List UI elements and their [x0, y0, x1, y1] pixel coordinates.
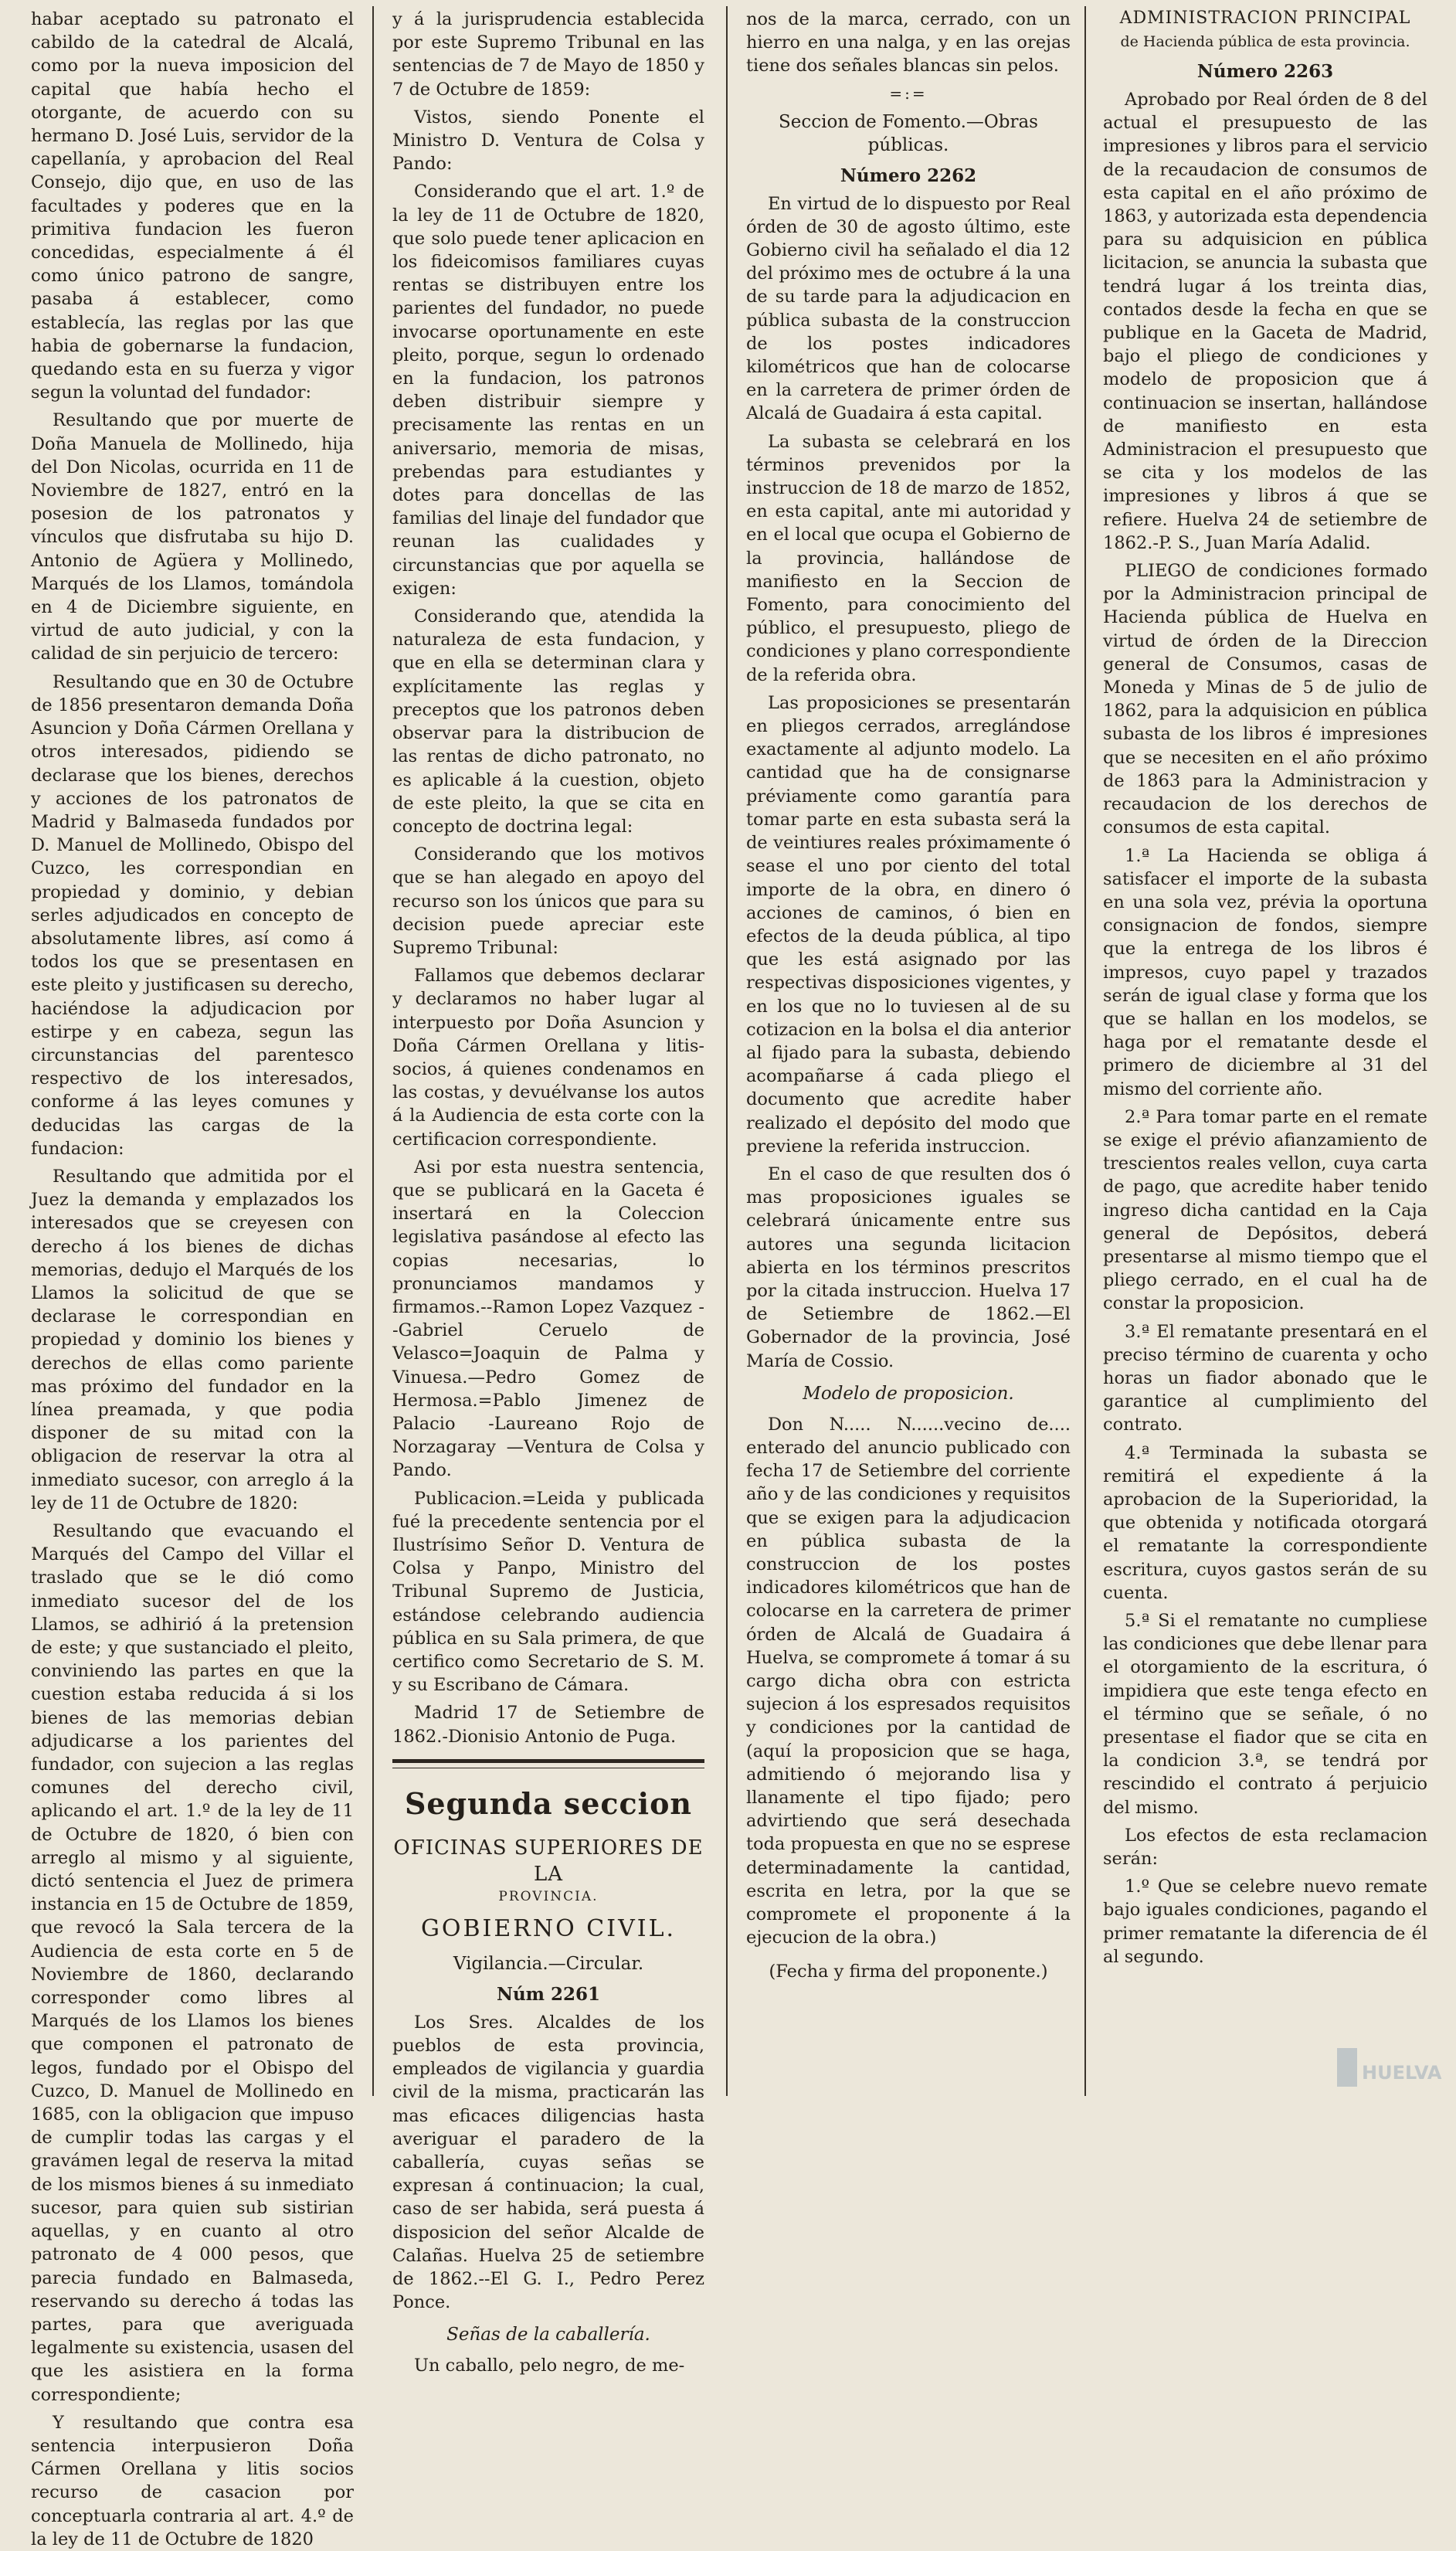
paragraph: Publicacion.=Leida y publicada fué la precedente sentencia por el Ilustrísimo Señor D. Ventura de Colsa y Panpo, Ministro del Tribunal Supremo de Justicia, estándose celebrando audiencia pública en su Sala primera, de que certifico como Secretario de S. M. y su Escribano de Cámara. — [392, 1488, 704, 1696]
paragraph: Resultando que por muerte de Doña Manuela de Mollinedo, hija del Don Nicolas, ocurrida en 11 de Noviembre de 1827, entró en la posesion de los patronatos y vínculos que disfrutaba su hijo D. Antonio de Agüera y Mollinedo, Marqués de los Llamos, tomándola en 4 de Diciembre siguiente, en virtud de auto judicial, y con la calidad de sin perjuicio de tercero: — [31, 410, 354, 664]
paragraph: Considerando que los motivos que se han alegado en apoyo del recurso son los únicos que para su decision puede apreciar este Supremo Tribunal: — [392, 844, 704, 958]
section-divider — [392, 1759, 704, 1763]
condition: 5.ª Si el rematante no cumpliese las condiciones que debe llenar para el otorgamiento de la escritura, ó impidiera que este tenga efecto en el término que se señale, ó no presentase el fiador que se cita en la condicion 3.ª, se tendrá por rescindido el contrato á perjuicio del mismo. — [1103, 1611, 1427, 1818]
modelo-heading: Modelo de proposicion. — [803, 1383, 1014, 1404]
condition: 4.ª Terminada la subasta se remitirá el expediente á la aprobacion de la Superioridad, la que obtenida y notificada otorgará el rematante la correspondiente escritura, cuyos gastos serán de su cuenta. — [1103, 1442, 1427, 1603]
paragraph: y á la jurisprudencia establecida por este Supremo Tribunal en las sentencias de 7 de Mayo de 1850 y 7 de Octubre de 1859: — [392, 9, 704, 100]
paragraph: 1.º Que se celebre nuevo remate bajo iguales condiciones, pagando el primer rematante la diferencia de él al segundo. — [1103, 1877, 1427, 1967]
paragraph: Las proposiciones se presentarán en pliegos cerrados, arreglándose exactamente al adjunto modelo. La cantidad que ha de consignarse préviamente como garantía para tomar parte en esta subasta será la de veintiures reales próximamente ó sease el uno por ciento del total importe de la obra, en dinero ó acciones de caminos, ó bien en efectos de la deuda pública, al tipo que les está asignado por las respectivas disposiciones vigentes, y en los que no lo tuviesen al de su cotizacion en la bolsa el dia anterior al fijado para la subasta, debiendo acompañarse á cada pliego el documento que acredite haber realizado el depósito del modo que previene la referida instruccion. — [746, 692, 1071, 1157]
pliego-paragraph: PLIEGO de condiciones formado por la Administracion principal de Hacienda pública de Huelva en virtud de órden de la Direccion general de Consumos, casas de Moneda y Minas de 5 de julio de 1862, para la adquisicion en pública subasta de los libros é impresiones que se necesiten en el año próximo de 1863 para la Administracion y recaudacion de los derechos de consumos de esta capital. — [1103, 561, 1427, 838]
column-divider — [1084, 6, 1086, 2096]
paragraph: En el caso de que resulten dos ó mas proposiciones iguales se celebrará únicamente entre sus autores una segunda licitacion abierta en los términos prescritos por la citada instruccion. Huelva 17 de Setiembre de 1862.—El Gobernador de la provincia, José María de Cossio. — [746, 1163, 1071, 1371]
paragraph: En virtud de lo dispuesto por Real órden de 30 de agosto último, este Gobierno civil ha señalado el dia 12 del próximo mes de octubre á la una de su tarde para la adjudicacion en pública subasta de la construccion de los postes indicadores kilométricos que han de colocarse en la carretera de primer órden de Alcalá de Guadaira á esta capital. — [746, 193, 1071, 424]
separator: =:= — [889, 83, 928, 103]
paragraph: Los efectos de esta reclamacion serán: — [1103, 1825, 1427, 1870]
paragraph: Don N..... N......vecino de.... enterado del anuncio publicado con fecha 17 de Setiembre del corriente año y de las condiciones y requisitos que se exigen para la adjudicacion en pública subasta de la construccion de los postes indicadores kilométricos que han de colocarse en la carretera de primer órden de Alcalá de Guadaira á Huelva, se compromete á tomar á su cargo dicha obra con estricta sujecion á los espresados requisitos y condiciones por la cantidad de (aquí la proposicion que se haga, admitiendo ó mejorando lisa y llanamente el tipo fijado; pero advirtiendo que será desechada toda propuesta en que no se esprese determinadamente la cantidad, escrita en letra, por la que se compromete el proponente á la ejecucion de la obra.) — [746, 1414, 1071, 1948]
column-2 — [392, 8, 704, 2376]
senas-heading: Señas de la caballería. — [446, 2325, 650, 2345]
paragraph: Los Sres. Alcaldes de los pueblos de esta provincia, empleados de vigilancia y guardia civil de la misma, practicarán las mas eficaces diligencias hasta averiguar el paradero de la caballería, cuyas señas se expresan á continuacion; la cual, caso de ser habida, será puesta á disposicion del señor Alcalde de Calañas. Huelva 25 de setiembre de 1862.--El G. I., Pedro Perez Ponce. — [392, 2012, 704, 2313]
paragraph: Resultando que evacuando el Marqués del Campo del Villar el traslado que se le dió como inmediato sucesor del de los Llamos, se adhirió á la pretension de este; y que sustanciado el pleito, conviniendo las partes en que la cuestion estaba reducida á si los bienes de las memorias debian adjudicarse a los parientes del fundador, con sujecion a las reglas comunes del derecho civil, aplicando el art. 1.º de la ley de 11 de Octubre de 1820, ó bien con arreglo al mismo y al siguiente, dictó sentencia el Juez de primera instancia en 15 de Octubre de 1859, que revocó la Sala tercera de la Audiencia de esta corte en 5 de Noviembre de 1860, declarando corresponder como libres al Marqués de los Llamos los bienes que componen el patronato de legos, fundado por el Obispo del Cuzco, D. Manuel de Mollinedo en 1685, con la obligacion que impuso de cumplir todas las cargas y el gravámen legal de reserva la mitad de los mismos bienes á su inmediato sucesor, para quien sub sistirian aquellas, y en cuanto al otro patronato de 4 000 pesos, que parecia fundado en Balmaseda, reservando su derecho á todas las partes, para que averiguada legalmente su existencia, usasen del que les asistiera en la forma correspondiente; — [31, 1521, 354, 2405]
fomento-heading: Seccion de Fomento.—Obras públicas. — [779, 111, 1038, 155]
column-divider — [372, 6, 374, 2096]
paragraph: Resultando que en 30 de Octubre de 1856 presentaron demanda Doña Asuncion y Doña Cármen Orellana y otros interesados, pidiendo se declarase que los bienes, derechos y acciones de los patronatos de Madrid y Balmaseda fundados por D. Manuel de Mollinedo, Obispo del Cuzco, les correspondian en propiedad y dominio, y debian serles adjudicados en concepto de absolutamente libres, así como á todos los que se presentasen en este pleito y justificasen su derecho, haciéndose la adjudicacion por estirpe y en cabeza, segun las circunstancias del parentesco respectivo de los interesados, conforme á las leyes comunes y deducidas las cargas de la fundacion: — [31, 671, 354, 1159]
column-4 — [1103, 8, 1427, 2098]
watermark-text: HUELVA — [1362, 2062, 1442, 2084]
notice-number: Número 2262 — [840, 165, 977, 186]
condition: 2.ª Para tomar parte en el remate se exige el prévio afianzamiento de trescientos reales vellon, cuya carta de pago, que acredite haber tenido ingreso dicha cantidad en la Caja general de Depósitos, deberá presentarse al mismo tiempo que el pliego cerrado, en el cual ha de constar la proposicion. — [1103, 1106, 1427, 1314]
paragraph: Vistos, siendo Ponente el Ministro D. Ventura de Colsa y Pando: — [392, 107, 704, 175]
firma-line: (Fecha y firma del proponente.) — [769, 1962, 1048, 1982]
condition: 3.ª El rematante presentará en el preciso término de cuarenta y ocho horas un fiador abonado que le garantice al cumplimiento del contrato. — [1103, 1321, 1427, 1435]
paragraph: La subasta se celebrará en los términos prevenidos por la instruccion de 18 de marzo de 1852, en esta capital, ante mi autoridad y en el local que ocupa el Gobierno de la provincia, hallándose de manifiesto en la Seccion de Fomento, para conocimiento del público, el presupuesto, pliego de condiciones y plano correspondiente de la referida obra. — [746, 431, 1071, 685]
column-3 — [746, 8, 1071, 2098]
condition: 1.ª La Hacienda se obliga á satisfacer el importe de la subasta en una sola vez, prévia la oportuna consignacion de fondos, siempre que la entrega de los libros é impresos, cuyo papel y trazados serán de igual clase y forma que los que se hallan en los modelos, se haga por el rematante desde el primero de diciembre al 31 del mismo del corriente año. — [1103, 845, 1427, 1099]
library-watermark-logo — [1336, 2043, 1442, 2093]
paragraph: Aprobado por Real órden de 8 del actual el presupuesto de las impresiones y libros para el servicio de la recaudacion de consumos de esta capital en el año próximo de 1863, y autorizada esta dependencia para su adquisicion en pública licitacion, se anuncia la subasta que tendrá lugar á los treinta dias, contados desde la fecha en que se publique en la Gaceta de Madrid, bajo el pliego de condiciones y modelo de proposicion que á continuacion se insertan, hallándose de manifiesto en esta Administracion el presupuesto que se cita y los modelos de las impresiones y libros á que se refiere. Huelva 24 de setiembre de 1862.-P. S., Juan María Adalid. — [1103, 90, 1427, 553]
admin-subheading: de Hacienda pública de esta provincia. — [1120, 33, 1410, 50]
paragraph: Un caballo, pelo negro, de me- — [414, 2356, 685, 2376]
gobierno-heading: GOBIERNO CIVIL. — [420, 1914, 677, 1942]
section-title: Segunda seccion — [404, 1785, 693, 1821]
offices-subheading: PROVINCIA. — [498, 1888, 599, 1904]
paragraph: Y resultando que contra esa sentencia interpusieron Doña Cármen Orellana y litis socios recurso de casacion por conceptuarla contraria al art. 4.º de la ley de 11 de Octubre de 1820 — [31, 2412, 354, 2549]
notice-number: Núm 2261 — [496, 1983, 601, 2005]
paragraph: habar aceptado su patronato el cabildo de la catedral de Alcalá, como por la nueva imposicion del capital que había hecho el otorgante, de acuerdo con su hermano D. José Luis, servidor de la capellanía, y aprobacion del Real Consejo, dijo que, en uso de las facultades y poderes que en la primitiva fundacion les fueron concedidas, especialmente á él como único patrono de sangre, pasaba á establecer, como establecía, las reglas por las que habia de gobernarse la fundacion, quedando esta en su fuerza y vigor segun la voluntad del fundador: — [31, 9, 354, 403]
date-signature: Madrid 17 de Setiembre de 1862.-Dionisio Antonio de Puga. — [392, 1703, 704, 1747]
paragraph: Considerando que, atendida la naturaleza de esta fundacion, y que en ella se determinan clara y explícitamente las reglas y preceptos que los patronos deben observar para la distribucion de las rentas de dicho patronato, no es aplicable á la cuestion, objeto de este pleito, la que se cita en concepto de doctrina legal: — [392, 606, 704, 837]
paragraph: Considerando que el art. 1.º de la ley de 11 de Octubre de 1820, que solo puede tener aplicacion en los fideicomisos familiares cuyas rentas se distribuyen entre los parientes del fundador, no puede invocarse oportunamente en este pleito, porque, segun lo ordenado en la fundacion, los patronos deben distribuir siempre y precisamente las rentas en un aniversario, memoria de misas, prebendas para estudiantes y dotes para doncellas de las familias del linaje del fundador que reunan las cualidades y circunstancias que por aquella se exigen: — [392, 182, 704, 599]
notice-number: Número 2263 — [1196, 61, 1334, 82]
vigilancia-heading: Vigilancia.—Circular. — [453, 1953, 644, 1974]
paragraph: Asi por esta nuestra sentencia, que se publicará en la Gaceta é insertará en la Coleccion legislativa pasándose al efecto las copias necesarias, lo pronunciamos mandamos y firmamos.--Ramon Lopez Vazquez --Gabriel Ceruelo de Velasco=Joaquin de Palma y Vinuesa.—Pedro Gomez de Hermosa.=Pablo Jimenez de Palacio -Laureano Rojo de Norzagaray —Ventura de Colsa y Pando. — [392, 1157, 704, 1481]
offices-heading: OFICINAS SUPERIORES DE LA — [393, 1836, 704, 1886]
column-divider — [726, 6, 728, 2096]
paragraph: Resultando que admitida por el Juez la demanda y emplazados los interesados que se creyesen con derecho á los bienes de dichas memorias, dedujo el Marqués de los Llamos la solicitud de que se declarase le correspondian en propiedad y dominio los bienes y derechos de ellas como pariente mas próximo del fundador en la línea preamada, y que podia disponer de su mitad con la obligacion de reservar la otra al inmediato sucesor, con arreglo á la ley de 11 de Octubre de 1820: — [31, 1166, 354, 1513]
paragraph: nos de la marca, cerrado, con un hierro en una nalga, y en las orejas tiene dos señales blancas sin pelos. — [746, 9, 1071, 76]
admin-heading: ADMINISTRACION PRINCIPAL — [1119, 8, 1411, 28]
column-1 — [31, 8, 354, 2549]
paragraph: Fallamos que debemos declarar y declaramos no haber lugar al interpuesto por Doña Asuncion y Doña Cármen Orellana y litis-socios, á quienes condenamos en las costas, y devuélvanse los autos á la Audiencia de esta corte con la certificacion correspondiente. — [392, 966, 704, 1150]
